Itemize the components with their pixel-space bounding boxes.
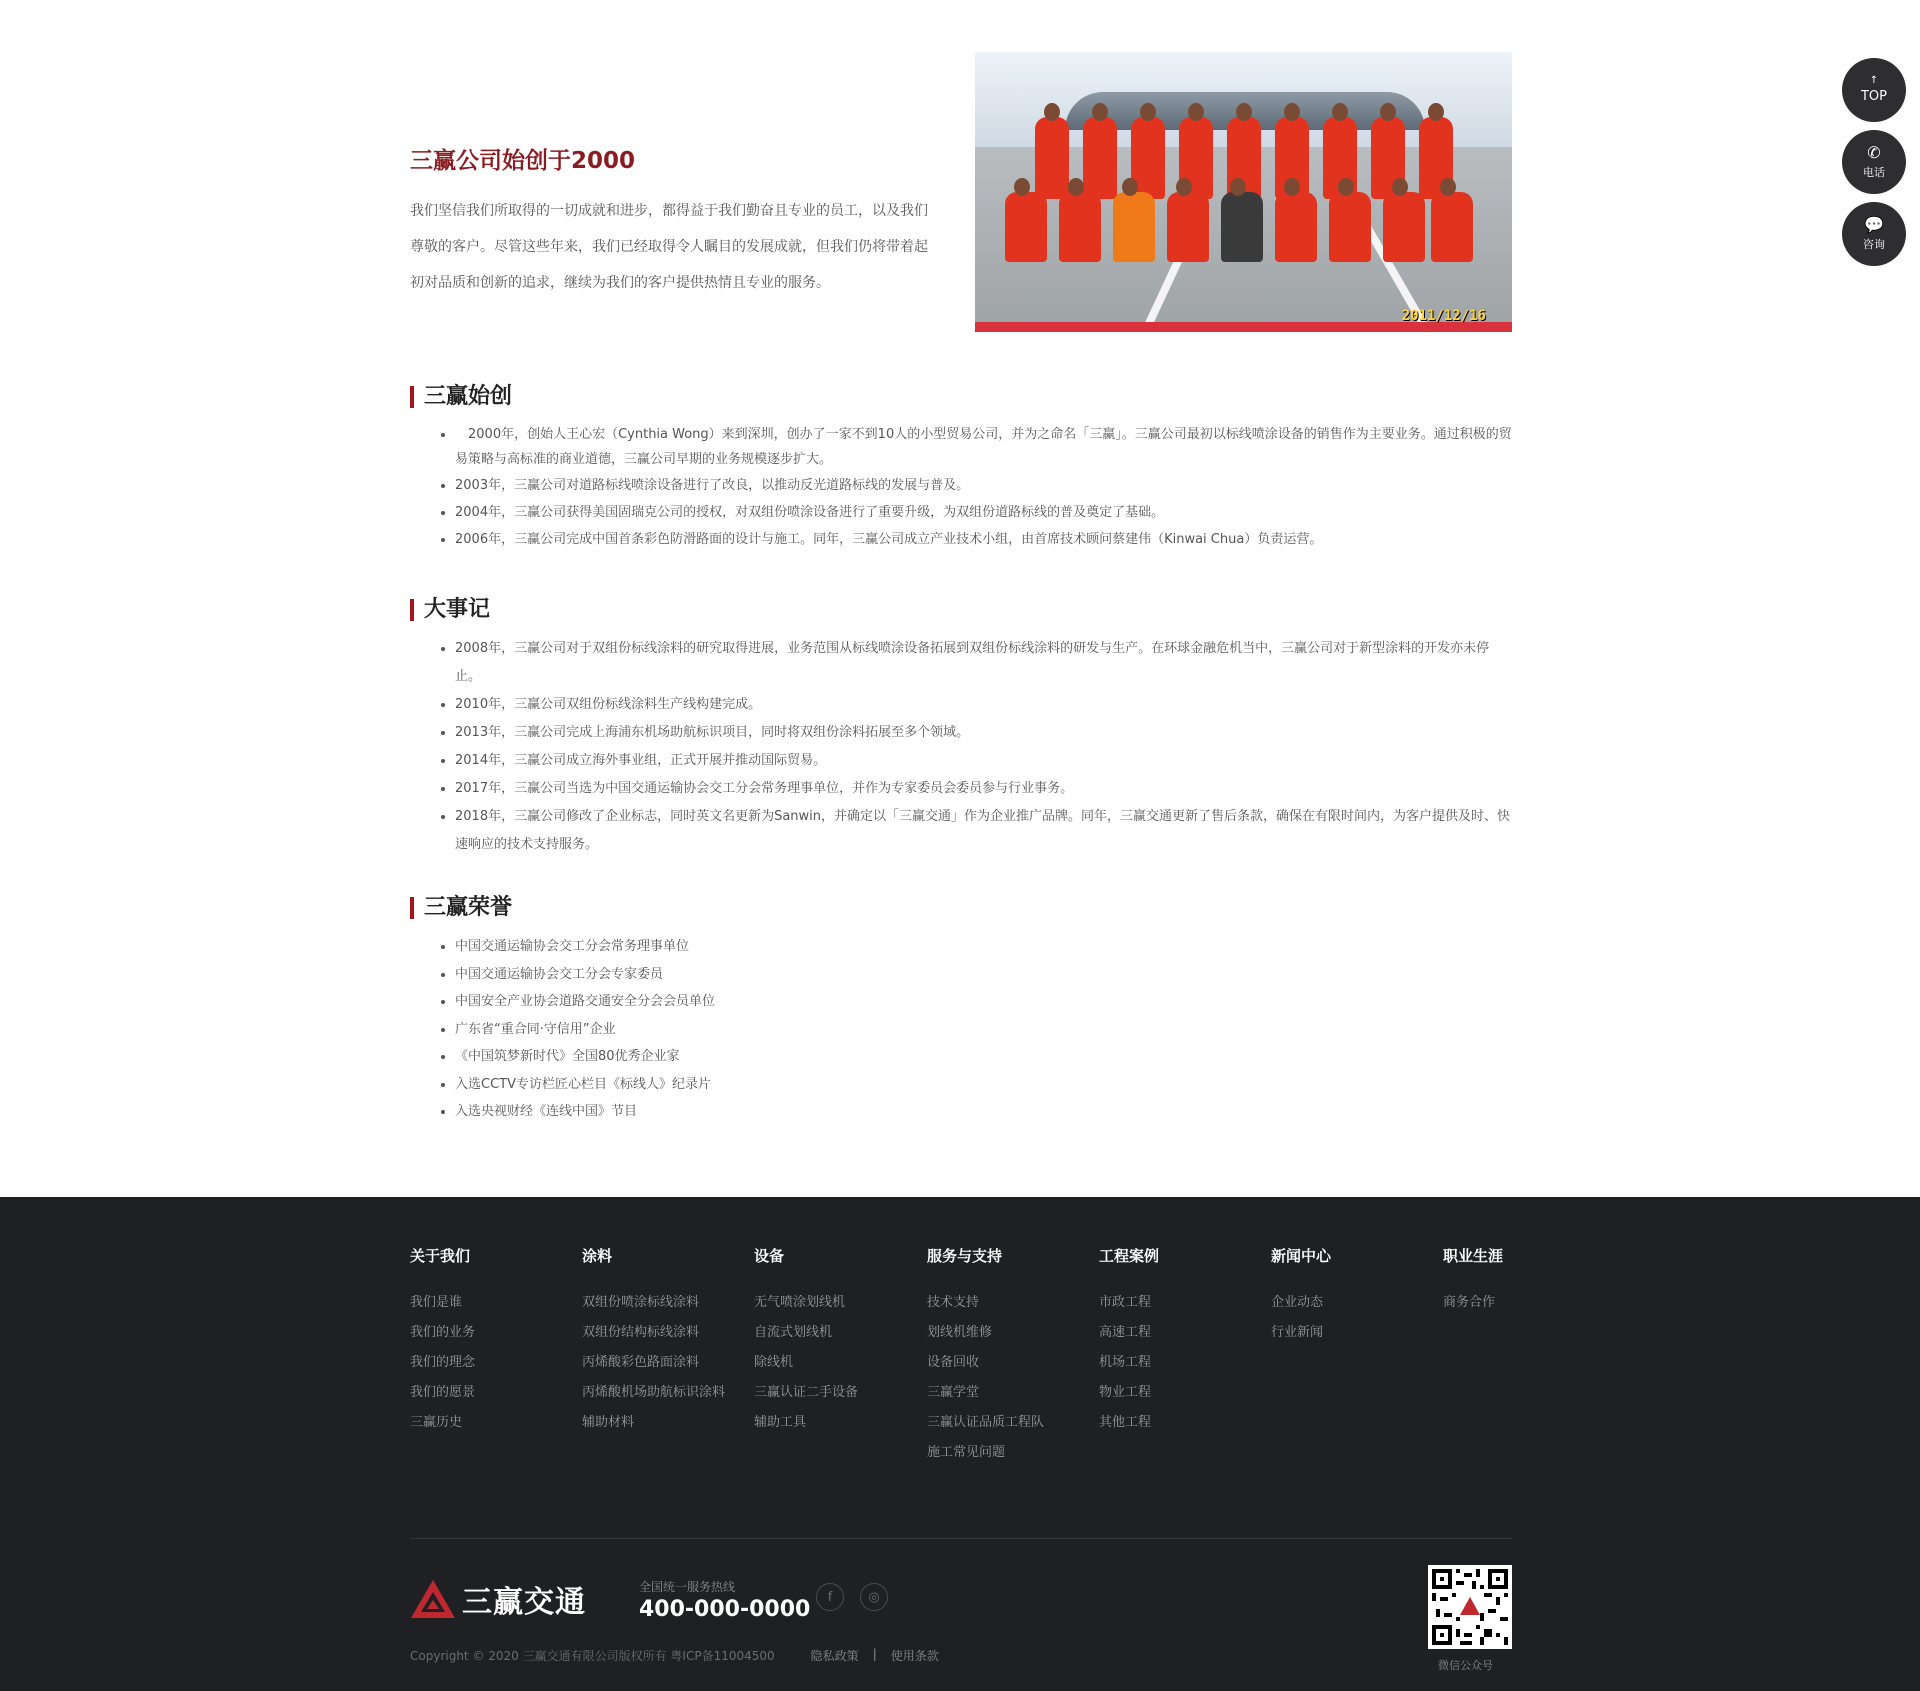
footer-link[interactable]: 机场工程	[1099, 1355, 1152, 1370]
list-item: • 中国安全产业协会道路交通安全分会会员单位	[455, 988, 1512, 1016]
footer-col-career	[1443, 1245, 1603, 1318]
hotline	[639, 1578, 810, 1622]
footer-link[interactable]: 三赢认证品质工程队	[927, 1415, 1045, 1430]
footer-link[interactable]: 高速工程	[1099, 1325, 1152, 1340]
footer-link[interactable]: 双组份结构标线涂料	[582, 1325, 700, 1340]
floating-actions	[1842, 58, 1906, 274]
list-item: • 2017年，三赢公司当选为中国交通运输协会交工分会常务理事单位，并作为专家委员会委员参与行业事务。	[455, 775, 1512, 803]
intro-block	[410, 52, 1512, 332]
photo-figure	[1059, 192, 1101, 262]
footer-link[interactable]: 其他工程	[1099, 1415, 1152, 1430]
photo-figure	[1035, 117, 1069, 199]
list-item: • 2010年，三赢公司双组份标线涂料生产线构建完成。	[455, 691, 1512, 719]
footer-col-cases	[1099, 1245, 1259, 1438]
footer-divider	[410, 1538, 1512, 1539]
phone-icon: ✆	[1867, 142, 1881, 162]
footer-link[interactable]: 三赢学堂	[927, 1385, 980, 1400]
photo-figure	[1113, 192, 1155, 262]
footer-link[interactable]: 双组份喷涂标线涂料	[582, 1295, 700, 1310]
photo-figure	[1221, 192, 1263, 262]
footer-col-title: 服务与支持	[927, 1247, 1003, 1265]
footer-link[interactable]: 物业工程	[1099, 1385, 1152, 1400]
footer-col-equipment	[754, 1245, 914, 1438]
section-honors	[410, 897, 1512, 1126]
photo-figure	[1083, 117, 1117, 199]
footer-link[interactable]: 设备回收	[927, 1355, 980, 1370]
list-item: • 《中国筑梦新时代》全国80优秀企业家	[455, 1043, 1512, 1071]
list-item: • 2013年，三赢公司完成上海浦东机场助航标识项目，同时将双组份涂料拓展至多个领域。	[455, 719, 1512, 747]
footer-col-title: 关于我们	[410, 1247, 471, 1265]
arrow-up-icon: ↑	[1869, 75, 1879, 86]
section-title: 三赢始创	[410, 386, 1512, 408]
list-item: • 2003年，三赢公司对道路标线喷涂设备进行了改良，以推动反光道路标线的发展与普及。	[455, 472, 1512, 499]
footer-col-coatings	[582, 1245, 742, 1438]
footer-link[interactable]: 丙烯酸彩色路面涂料	[582, 1355, 700, 1370]
terms-link[interactable]: 使用条款	[890, 1649, 939, 1663]
footer-link[interactable]: 三赢历史	[410, 1415, 463, 1430]
footer-col-title: 工程案例	[1099, 1247, 1160, 1265]
footer-link[interactable]: 辅助工具	[754, 1415, 807, 1430]
list-item: • 中国交通运输协会交工分会专家委员	[455, 961, 1512, 989]
footer-link[interactable]: 自流式划线机	[754, 1325, 833, 1340]
footer-link[interactable]: 商务合作	[1443, 1295, 1496, 1310]
team-photo	[975, 52, 1512, 332]
intro-text	[410, 142, 940, 301]
facebook-icon[interactable]: f	[816, 1583, 844, 1611]
section-founding	[410, 386, 1512, 553]
footer-link[interactable]: 无气喷涂划线机	[754, 1295, 846, 1310]
photo-date: 2011/12/16	[1401, 308, 1486, 324]
milestones-list	[410, 635, 1512, 859]
footer-col-title: 涂料	[582, 1247, 613, 1265]
top-label: TOP	[1860, 89, 1887, 104]
footer-link[interactable]: 行业新闻	[1271, 1325, 1324, 1340]
list-item: • 广东省“重合同·守信用”企业	[455, 1016, 1512, 1044]
photo-figure	[1005, 192, 1047, 262]
footer-link[interactable]: 我们的业务	[410, 1325, 476, 1340]
footer-link[interactable]: 我们是谁	[410, 1295, 463, 1310]
separator: |	[872, 1647, 877, 1661]
footer-link[interactable]: 划线机维修	[927, 1325, 993, 1340]
footer-link[interactable]: 丙烯酸机场助航标识涂料	[582, 1385, 726, 1400]
footer-logo[interactable]	[410, 1577, 586, 1621]
intro-title: 三赢公司始创于2000	[410, 148, 636, 174]
hotline-label: 全国统一服务热线	[639, 1580, 736, 1594]
photo-figure	[1275, 192, 1317, 262]
site-footer	[0, 1197, 1920, 1691]
list-item: • 2000年，创始人王心宏（Cynthia Wong）来到深圳，创办了一家不到10人的小型贸易公司，并为之命名「三赢」。三赢公司最初以标线喷涂设备的销售作为主要业务。通过积极的贸易策略与高标准的商业道德，三赢公司早期的业务规模逐步扩大。	[455, 422, 1512, 472]
consult-label: 咨询	[1863, 237, 1885, 251]
section-milestones	[410, 599, 1512, 859]
footer-link[interactable]: 我们的理念	[410, 1355, 476, 1370]
footer-col-service	[927, 1245, 1087, 1468]
privacy-link[interactable]: 隐私政策	[810, 1649, 859, 1663]
back-to-top-button[interactable]	[1842, 58, 1906, 122]
hotline-number: 400-000-0000	[639, 1597, 811, 1622]
photo-figure	[1431, 192, 1473, 262]
brand-name: 三赢交通	[462, 1585, 586, 1620]
footer-col-about	[410, 1245, 570, 1438]
list-item: • 2004年，三赢公司获得美国固瑞克公司的授权，对双组份喷涂设备进行了重要升级，为双组份道路标线的普及奠定了基础。	[455, 499, 1512, 526]
footer-link[interactable]: 辅助材料	[582, 1415, 635, 1430]
phone-label: 电话	[1863, 165, 1885, 179]
photo-figure	[1383, 192, 1425, 262]
chat-bubble-icon: 💬	[1864, 214, 1884, 234]
photo-figure	[1167, 192, 1209, 262]
list-item: • 2014年，三赢公司成立海外事业组，正式开展并推动国际贸易。	[455, 747, 1512, 775]
phone-button[interactable]	[1842, 130, 1906, 194]
footer-link[interactable]: 技术支持	[927, 1295, 980, 1310]
instagram-icon[interactable]: ◎	[860, 1583, 888, 1611]
qr-caption: 微信公众号	[1438, 1659, 1493, 1672]
footer-col-news	[1271, 1245, 1431, 1348]
logo-mark-icon	[410, 1578, 456, 1620]
qr-icon	[1432, 1569, 1508, 1645]
footer-col-title: 设备	[754, 1247, 785, 1265]
list-item: • 入选央视财经《连线中国》节目	[455, 1098, 1512, 1126]
footer-link[interactable]: 企业动态	[1271, 1295, 1324, 1310]
list-item: • 2006年，三赢公司完成中国首条彩色防滑路面的设计与施工。同年，三赢公司成立产业技术小组，由首席技术顾问蔡建伟（Kinwai Chua）负责运营。	[455, 526, 1512, 553]
footer-col-title: 职业生涯	[1443, 1247, 1504, 1265]
footer-link[interactable]: 除线机	[754, 1355, 794, 1370]
photo-figure	[1329, 192, 1371, 262]
footer-col-title: 新闻中心	[1271, 1247, 1332, 1265]
copyright-bar	[410, 1647, 939, 1664]
consult-button[interactable]	[1842, 202, 1906, 266]
section-title: 大事记	[410, 599, 1512, 621]
wechat-qr-code	[1428, 1565, 1512, 1649]
honors-list	[410, 933, 1512, 1126]
footer-link[interactable]: 三赢认证二手设备	[754, 1385, 859, 1400]
copyright-text: Copyright © 2020 三赢交通有限公司版权所有 粤ICP备11004500	[410, 1649, 775, 1663]
list-item: • 中国交通运输协会交工分会常务理事单位	[455, 933, 1512, 961]
footer-link[interactable]: 市政工程	[1099, 1295, 1152, 1310]
footer-link[interactable]: 施工常见问题	[927, 1445, 1006, 1460]
list-item: • 入选CCTV专访栏匠心栏目《标线人》纪录片	[455, 1071, 1512, 1099]
founding-list	[410, 422, 1512, 553]
list-item: • 2008年，三赢公司对于双组份标线涂料的研究取得进展，业务范围从标线喷涂设备拓展到双组份标线涂料的研发与生产。在环球金融危机当中，三赢公司对于新型涂料的开发亦未停止。	[455, 635, 1512, 691]
list-item: • 2018年，三赢公司修改了企业标志，同时英文名更新为Sanwin，并确定以「三赢交通」作为企业推广品牌。同年，三赢交通更新了售后条款，确保在有限时间内，为客户提供及时、快速响应的技术支持服务。	[455, 803, 1512, 859]
intro-paragraph: 我们坚信我们所取得的一切成就和进步，都得益于我们勤奋且专业的员工，以及我们尊敬的客户。尽管这些年来，我们已经取得令人瞩目的发展成就，但我们仍将带着起初对品质和创新的追求，继续为我们的客户提供热情且专业的服务。	[410, 203, 928, 291]
footer-link[interactable]: 我们的愿景	[410, 1385, 476, 1400]
section-title: 三赢荣誉	[410, 897, 1512, 919]
